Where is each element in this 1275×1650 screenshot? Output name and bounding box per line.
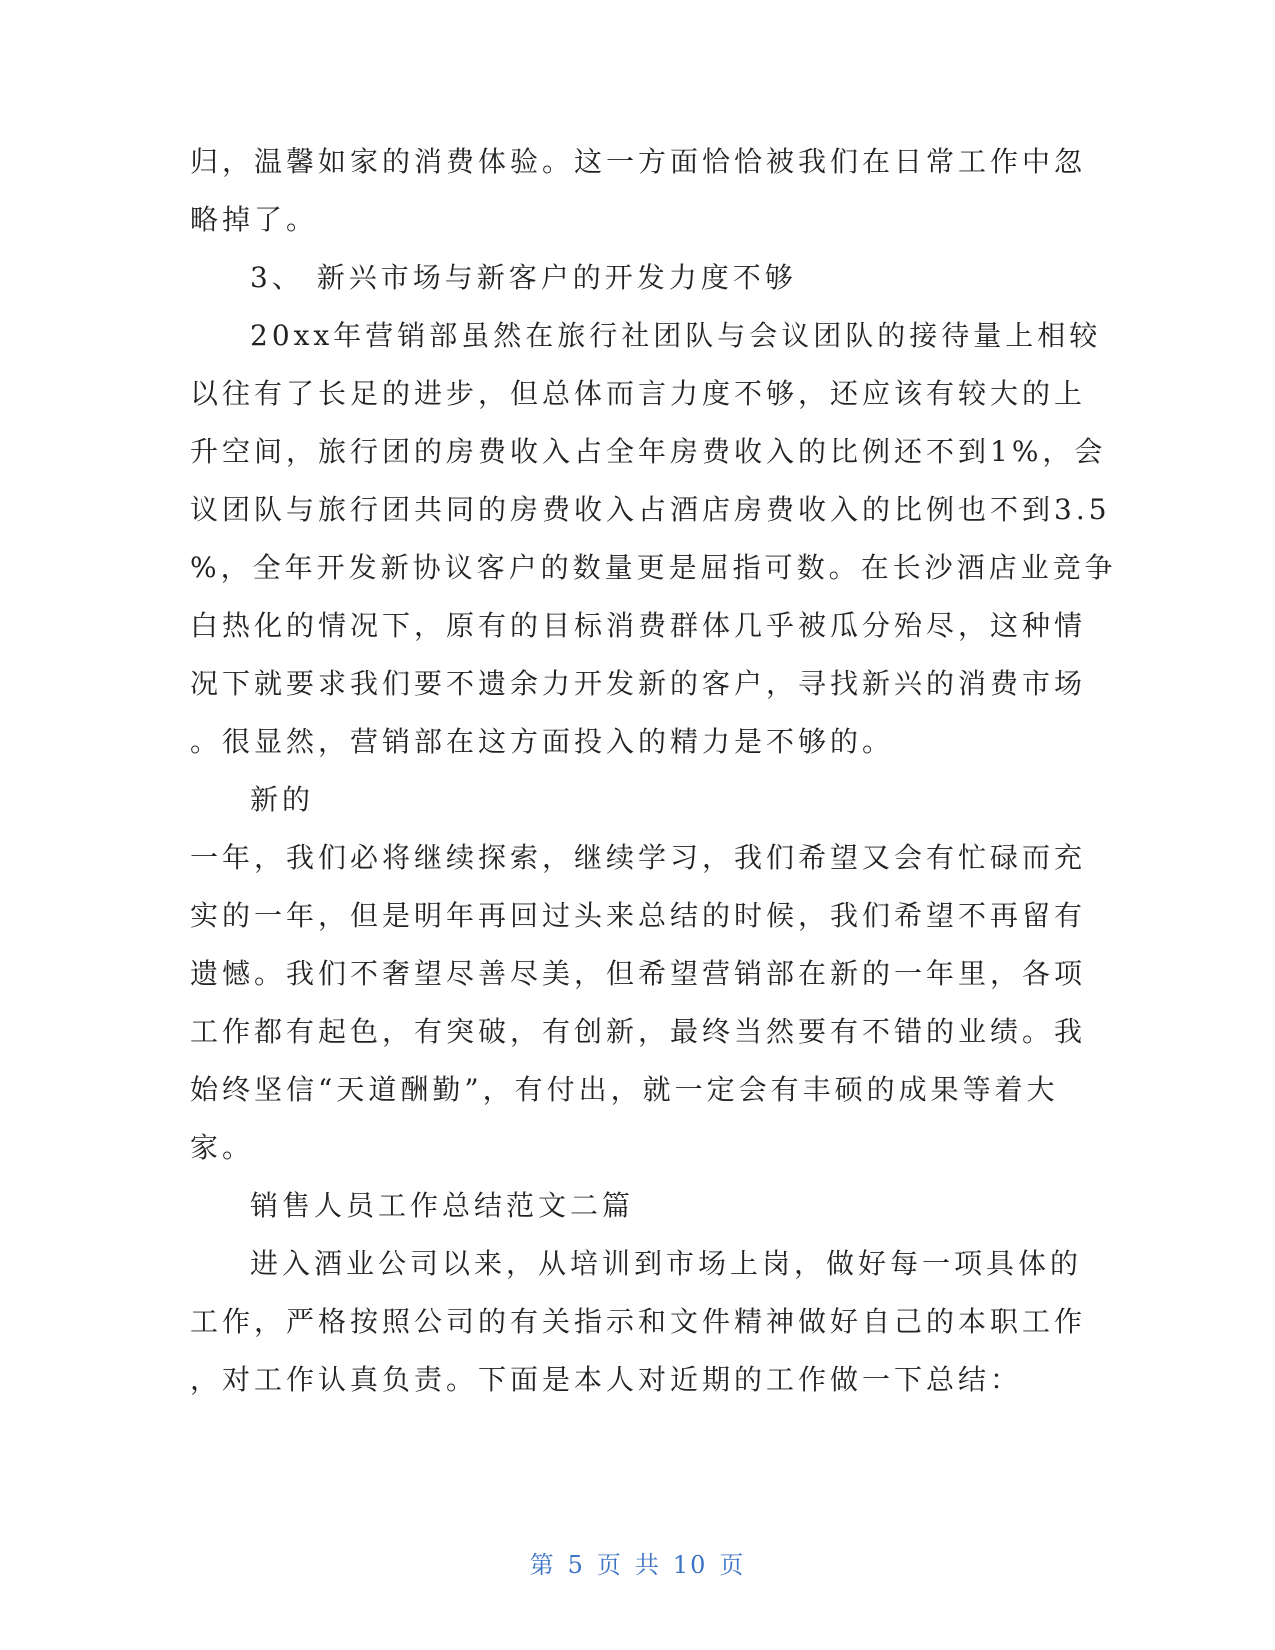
- body-text-line: 以往有了长足的进步，但总体而言力度不够，还应该有较大的上: [190, 377, 1087, 410]
- body-text-line: 进入酒业公司以来，从培训到市场上岗，做好每一项具体的: [250, 1247, 1083, 1280]
- footer-ye: 页: [596, 1551, 623, 1579]
- body-text-line: 一年，我们必将继续探索，继续学习，我们希望又会有忙碌而充: [190, 841, 1087, 874]
- body-text-line: 20xx年营销部虽然在旅行社团队与会议团队的接待量上相较: [250, 319, 1102, 352]
- body-text-line: 况下就要求我们要不遗余力开发新的客户，寻找新兴的消费市场: [190, 667, 1087, 700]
- section-title: 销售人员工作总结范文二篇: [250, 1189, 635, 1222]
- footer-gong: 共: [634, 1551, 661, 1579]
- body-text-line: %，全年开发新协议客户的数量更是屈指可数。在长沙酒店业竞争: [190, 551, 1117, 584]
- body-text-line: 实的一年，但是明年再回过头来总结的时候，我们希望不再留有: [190, 899, 1087, 932]
- body-text-line: 遗憾。我们不奢望尽善尽美，但希望营销部在新的一年里，各项: [190, 957, 1087, 990]
- page-footer: [0, 1545, 1275, 1580]
- body-text-line: 白热化的情况下，原有的目标消费群体几乎被瓜分殆尽，这种情: [190, 609, 1087, 642]
- section-heading: 3、 新兴市场与新客户的开发力度不够: [250, 261, 797, 294]
- body-text-line: 升空间，旅行团的房费收入占全年房费收入的比例还不到1%，会: [190, 435, 1107, 468]
- body-text-line: 家。: [190, 1131, 255, 1164]
- body-text-line: 议团队与旅行团共同的房费收入占酒店房费收入的比例也不到3.5: [190, 493, 1111, 526]
- total-pages: 10: [672, 1551, 708, 1579]
- body-text-line: 略掉了。: [190, 203, 319, 236]
- body-text-line: 始终坚信“天道酬勤”，有付出，就一定会有丰硕的成果等着大: [190, 1073, 1059, 1106]
- body-text-line: 新的: [250, 783, 315, 816]
- footer-ye: 页: [719, 1551, 746, 1579]
- body-text-line: ，对工作认真负责。下面是本人对近期的工作做一下总结：: [190, 1363, 1023, 1396]
- page-number: 5: [567, 1551, 585, 1579]
- body-text-line: 工作，严格按照公司的有关指示和文件精神做好自己的本职工作: [190, 1305, 1087, 1338]
- body-text-line: 。很显然，营销部在这方面投入的精力是不够的。: [190, 725, 895, 758]
- body-text-line: 归，温馨如家的消费体验。这一方面恰恰被我们在日常工作中忽: [190, 145, 1087, 178]
- footer-di: 第: [529, 1551, 556, 1579]
- body-text-line: 工作都有起色，有突破，有创新，最终当然要有不错的业绩。我: [190, 1015, 1087, 1048]
